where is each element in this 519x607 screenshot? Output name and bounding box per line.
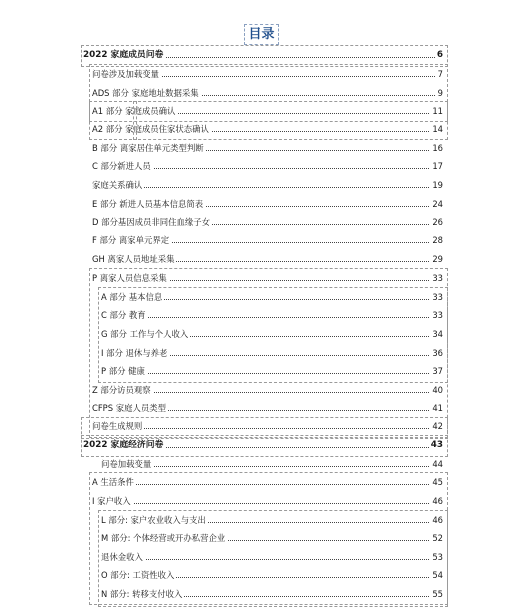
toc-entry-label: C 部分 教育 — [101, 307, 148, 323]
toc-leader-dots — [101, 317, 443, 318]
toc-entry-page: 52 — [430, 530, 443, 546]
toc-entry-label: 2022 家庭经济问卷 — [83, 437, 165, 453]
toc-entry[interactable] — [92, 196, 443, 212]
toc-entry-page: 55 — [430, 586, 443, 602]
toc-entry[interactable] — [92, 214, 443, 230]
toc-entry[interactable] — [101, 289, 443, 305]
toc-leader-dots — [92, 187, 443, 188]
toc-entry-page: 7 — [436, 66, 443, 82]
toc-entry-label: ADS 部分 家庭地址数据采集 — [92, 85, 201, 101]
toc-entry-page: 53 — [430, 549, 443, 565]
toc-entry-label: 家庭关系确认 — [92, 177, 144, 193]
toc-entry-page: 44 — [430, 456, 443, 472]
toc-entry-page: 28 — [430, 232, 443, 248]
toc-entry-label: 问卷生成规则 — [92, 418, 144, 434]
toc-entry[interactable] — [92, 85, 443, 101]
toc-entry-page: 14 — [430, 121, 443, 137]
toc-entry[interactable] — [92, 493, 443, 509]
toc-entry-page: 29 — [430, 251, 443, 267]
toc-entry-label: Z 部分访员观察 — [92, 382, 153, 398]
toc-entry-page: 40 — [430, 382, 443, 398]
toc-entry-page: 43 — [429, 437, 443, 453]
toc-entry-page: 46 — [430, 512, 443, 528]
toc-leader-dots — [92, 503, 443, 504]
toc-entry-page: 45 — [430, 474, 443, 490]
toc-entry-label: I 部分 退休与养老 — [101, 345, 169, 361]
toc-entry-page: 17 — [430, 158, 443, 174]
toc-entry-page: 33 — [430, 289, 443, 305]
toc-entry-label: A 生活条件 — [92, 474, 136, 490]
toc-entry-page: 26 — [430, 214, 443, 230]
toc-entry-label: F 部分 离家单元界定 — [92, 232, 171, 248]
toc-entry-label: 退休金收入 — [101, 549, 145, 565]
toc-entry[interactable] — [101, 586, 443, 602]
toc-leader-dots — [92, 428, 443, 429]
toc-entry-label: B 部分 离家居住单元类型判断 — [92, 140, 206, 156]
toc-entry-label: P 部分 健康 — [101, 363, 147, 379]
toc-entry[interactable] — [92, 382, 443, 398]
toc-entry[interactable] — [101, 345, 443, 361]
toc-entry[interactable] — [92, 418, 443, 434]
toc-leader-dots — [101, 559, 443, 560]
toc-leader-dots — [92, 484, 443, 485]
toc-entry[interactable] — [92, 474, 443, 490]
toc-entry-page: 54 — [430, 567, 443, 583]
toc-entry[interactable] — [92, 251, 443, 267]
toc-entry[interactable] — [83, 47, 443, 63]
toc-entry-page: 36 — [430, 345, 443, 361]
toc-entry-label: D 部分基因成员非同住血缘子女 — [92, 214, 212, 230]
toc-entry-page: 9 — [436, 85, 443, 101]
toc-entry[interactable] — [92, 103, 443, 119]
toc-entry-label: O 部分: 工资性收入 — [101, 567, 176, 583]
toc-entry[interactable] — [92, 121, 443, 137]
toc-entry-label: G 部分 工作与个人收入 — [101, 326, 190, 342]
toc-entry[interactable] — [92, 232, 443, 248]
toc-entry[interactable] — [101, 512, 443, 528]
toc-entry[interactable] — [92, 140, 443, 156]
toc-entry-page: 6 — [435, 47, 443, 63]
toc-entry-page: 19 — [430, 177, 443, 193]
toc-entry[interactable] — [101, 326, 443, 342]
toc-entry[interactable] — [92, 270, 443, 286]
toc-entry[interactable] — [92, 177, 443, 193]
toc-entry-page: 33 — [430, 270, 443, 286]
toc-entry-label: A1 部分 家庭成员确认 — [92, 103, 177, 119]
toc-entry-label: I 家户收入 — [92, 493, 133, 509]
toc-entry[interactable] — [101, 530, 443, 546]
toc-title: 目录 — [244, 24, 279, 45]
toc-entry-page: 41 — [430, 400, 443, 416]
toc-entry-label: E 部分 新进人员基本信息简表 — [92, 196, 205, 212]
toc-entry[interactable] — [101, 307, 443, 323]
toc-entry-page: 37 — [430, 363, 443, 379]
toc-entry[interactable] — [101, 549, 443, 565]
toc-entry-label: N 部分: 转移支付收入 — [101, 586, 184, 602]
toc-entry[interactable] — [101, 363, 443, 379]
toc-entry-page: 33 — [430, 307, 443, 323]
toc-entry-label: A 部分 基本信息 — [101, 289, 164, 305]
toc-entry-page: 16 — [430, 140, 443, 156]
toc-entry[interactable] — [92, 158, 443, 174]
toc-leader-dots — [101, 373, 443, 374]
toc-entry-page: 34 — [430, 326, 443, 342]
toc-entry[interactable] — [83, 437, 443, 453]
toc-entry-label: 2022 家庭成员问卷 — [83, 47, 165, 63]
toc-entry-label: CFPS 家庭人员类型 — [92, 400, 168, 416]
toc-entry[interactable] — [92, 400, 443, 416]
toc-entry-label: 问卷涉及加载变量 — [92, 66, 161, 82]
toc-entry-label: M 部分: 个体经营或开办私营企业 — [101, 530, 227, 546]
toc-entry-label: L 部分: 家户农业收入与支出 — [101, 512, 208, 528]
toc-entry[interactable] — [101, 567, 443, 583]
toc-entry-label: GH 离家人员地址采集 — [92, 251, 176, 267]
toc-entry[interactable] — [92, 66, 443, 82]
toc-entry-page: 46 — [430, 493, 443, 509]
toc-entry-page: 24 — [430, 196, 443, 212]
toc-entry-label: P 离家人员信息采集 — [92, 270, 169, 286]
toc-entry-label: C 部分新进人员 — [92, 158, 153, 174]
toc-entry-page: 42 — [430, 418, 443, 434]
toc-entry-page: 11 — [430, 103, 443, 119]
toc-entry[interactable] — [101, 456, 443, 472]
toc-entry-label: A2 部分 家庭成员住家状态确认 — [92, 121, 211, 137]
toc-entry-label: 问卷加载变量 — [101, 456, 153, 472]
